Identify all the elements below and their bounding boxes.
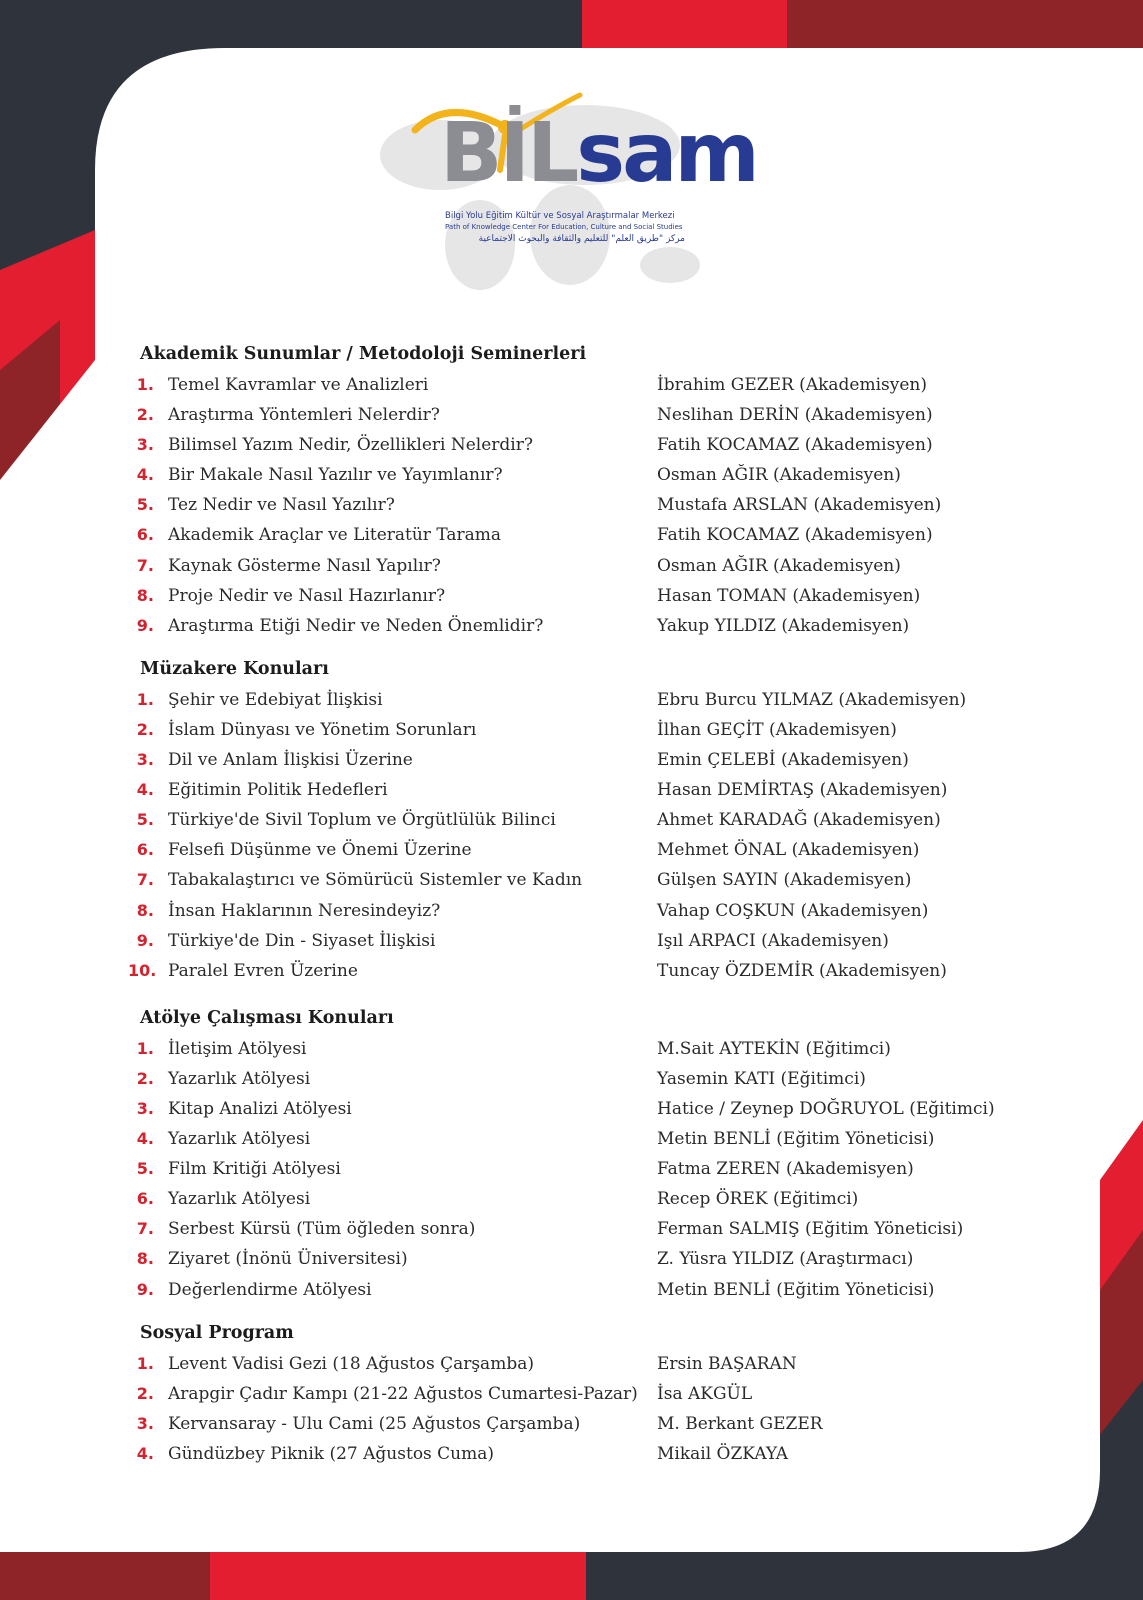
- section-title: Akademik Sunumlar / Metodoloji Seminerleri: [140, 344, 587, 364]
- list-item: [128, 520, 1028, 550]
- list-item: [128, 805, 1028, 835]
- item-person: Ebru Burcu YILMAZ (Akademisyen): [657, 689, 967, 710]
- list-item: [128, 430, 1028, 460]
- item-person: Osman AĞIR (Akademisyen): [657, 465, 901, 486]
- item-topic: Gündüzbey Piknik (27 Ağustos Cuma): [168, 1443, 495, 1464]
- item-topic: Eğitimin Politik Hedefleri: [168, 780, 388, 801]
- logo-subtitle-ar: مركز "طريق العلم" للتعليم والثقافة والبحوث الاجتماعية: [478, 234, 685, 244]
- item-topic: Araştırma Yöntemleri Nelerdir?: [168, 405, 440, 426]
- item-person: Mehmet ÖNAL (Akademisyen): [657, 840, 920, 861]
- item-topic: Türkiye'de Din - Siyaset İlişkisi: [168, 930, 436, 951]
- item-person: Yasemin KATI (Eğitimci): [657, 1068, 866, 1089]
- item-number: 1.: [136, 1038, 154, 1058]
- item-topic: Dil ve Anlam İlişkisi Üzerine: [168, 750, 413, 771]
- item-person: Mikail ÖZKAYA: [657, 1443, 789, 1464]
- item-number: 5.: [136, 810, 154, 830]
- item-person: Z. Yüsra YILDIZ (Araştırmacı): [657, 1249, 914, 1270]
- item-person: İsa AKGÜL: [657, 1383, 753, 1404]
- item-person: İbrahim GEZER (Akademisyen): [657, 375, 927, 395]
- bilsam-logo: [330, 75, 757, 325]
- item-number: 2.: [136, 1383, 154, 1403]
- list-item: [128, 551, 1028, 581]
- list-item: [128, 1439, 1028, 1469]
- item-person: Recep ÖREK (Eğitimci): [657, 1189, 859, 1210]
- item-number: 7.: [136, 1219, 154, 1239]
- item-number: 2.: [136, 405, 154, 425]
- list-item: [128, 956, 1028, 986]
- item-number: 8.: [136, 1249, 154, 1269]
- list-item: [128, 490, 1028, 520]
- item-number: 4.: [136, 1129, 154, 1149]
- item-topic: Film Kritiği Atölyesi: [168, 1159, 341, 1180]
- section-academic-presentations: [128, 338, 1028, 641]
- item-number: 6.: [136, 840, 154, 860]
- list-item: [128, 370, 1028, 400]
- item-topic: Şehir ve Edebiyat İlişkisi: [168, 689, 383, 710]
- item-topic: Türkiye'de Sivil Toplum ve Örgütlülük Bilinci: [168, 810, 556, 831]
- item-person: Işıl ARPACI (Akademisyen): [657, 930, 889, 951]
- item-person: M.Sait AYTEKİN (Eğitimci): [657, 1038, 891, 1059]
- item-topic: İslam Dünyası ve Yönetim Sorunları: [168, 719, 477, 740]
- item-number: 1.: [136, 375, 154, 394]
- item-number: 1.: [136, 689, 154, 709]
- item-number: 6.: [136, 525, 154, 545]
- item-topic: İletişim Atölyesi: [168, 1038, 307, 1059]
- item-person: M. Berkant GEZER: [657, 1413, 823, 1434]
- item-number: 9.: [136, 930, 154, 950]
- item-person: Ersin BAŞARAN: [657, 1353, 797, 1374]
- list-item: [128, 1184, 1028, 1214]
- list-item: [128, 685, 1028, 715]
- item-person: Fatih KOCAMAZ (Akademisyen): [657, 435, 933, 456]
- list-item: [128, 1034, 1028, 1064]
- item-topic: Bilimsel Yazım Nedir, Özellikleri Nelerdir?: [168, 435, 533, 456]
- item-number: 9.: [136, 1279, 154, 1299]
- item-person: Metin BENLİ (Eğitim Yöneticisi): [657, 1129, 935, 1150]
- item-topic: Felsefi Düşünme ve Önemi Üzerine: [168, 840, 472, 861]
- item-topic: Değerlendirme Atölyesi: [168, 1279, 372, 1300]
- item-number: 5.: [136, 495, 154, 515]
- item-number: 8.: [136, 585, 154, 605]
- list-item: [128, 1244, 1028, 1274]
- logo-subtitle-tr: Bilgi Yolu Eğitim Kültür ve Sosyal Araştırmalar Merkezi: [445, 211, 675, 221]
- list-item: [128, 1154, 1028, 1184]
- item-person: Osman AĞIR (Akademisyen): [657, 555, 901, 576]
- item-topic: Kitap Analizi Atölyesi: [168, 1098, 352, 1119]
- list-item: [128, 611, 1028, 641]
- item-person: Ahmet KARADAĞ (Akademisyen): [657, 810, 941, 831]
- item-topic: Levent Vadisi Gezi (18 Ağustos Çarşamba): [168, 1353, 534, 1374]
- item-number: 3.: [136, 750, 154, 770]
- list-item: [128, 865, 1028, 895]
- item-person: İlhan GEÇİT (Akademisyen): [657, 719, 897, 740]
- item-number: 10.: [128, 960, 157, 980]
- item-topic: İnsan Haklarının Neresindeyiz?: [168, 900, 441, 921]
- item-topic: Yazarlık Atölyesi: [168, 1189, 311, 1210]
- item-topic: Tabakalaştırıcı ve Sömürücü Sistemler ve Kadın: [168, 870, 583, 891]
- item-topic: Paralel Evren Üzerine: [168, 960, 358, 981]
- item-topic: Tez Nedir ve Nasıl Yazılır?: [168, 495, 395, 516]
- item-person: Hasan DEMİRTAŞ (Akademisyen): [657, 780, 948, 801]
- list-item: [128, 835, 1028, 865]
- item-person: Fatih KOCAMAZ (Akademisyen): [657, 525, 933, 546]
- item-number: 7.: [136, 870, 154, 890]
- item-topic: Araştırma Etiği Nedir ve Neden Önemlidir?: [168, 615, 544, 636]
- item-number: 2.: [136, 1068, 154, 1088]
- item-number: 8.: [136, 900, 154, 920]
- list-item: [128, 1124, 1028, 1154]
- section-title: Atölye Çalışması Konuları: [140, 1007, 394, 1028]
- item-person: Yakup YILDIZ (Akademisyen): [657, 615, 910, 636]
- list-item: [128, 1275, 1028, 1305]
- item-person: Hasan TOMAN (Akademisyen): [657, 585, 921, 606]
- item-number: 7.: [136, 555, 154, 575]
- item-topic: Temel Kavramlar ve Analizleri: [168, 375, 429, 395]
- item-person: Vahap COŞKUN (Akademisyen): [657, 900, 929, 921]
- item-topic: Ziyaret (İnönü Üniversitesi): [168, 1249, 408, 1270]
- item-person: Ferman SALMIŞ (Eğitim Yöneticisi): [657, 1219, 964, 1240]
- item-topic: Akademik Araçlar ve Literatür Tarama: [168, 525, 502, 546]
- item-person: Neslihan DERİN (Akademisyen): [657, 405, 933, 426]
- section-title: Sosyal Program: [140, 1322, 294, 1343]
- item-number: 3.: [136, 435, 154, 455]
- list-item: [128, 460, 1028, 490]
- list-item: [128, 896, 1028, 926]
- item-person: Gülşen SAYIN (Akademisyen): [657, 870, 912, 891]
- logo-wordmark: BİLsam: [440, 106, 757, 201]
- item-topic: Yazarlık Atölyesi: [168, 1129, 311, 1150]
- program-content: [128, 338, 1028, 1469]
- item-number: 9.: [136, 615, 154, 635]
- section-social-program: [128, 1317, 1028, 1469]
- section-workshop-topics: [128, 1002, 1028, 1305]
- item-number: 1.: [136, 1353, 154, 1373]
- item-person: Fatma ZEREN (Akademisyen): [657, 1159, 914, 1180]
- item-person: Metin BENLİ (Eğitim Yöneticisi): [657, 1279, 935, 1300]
- list-item: [128, 1064, 1028, 1094]
- item-person: Mustafa ARSLAN (Akademisyen): [657, 495, 942, 516]
- item-topic: Kaynak Gösterme Nasıl Yapılır?: [168, 555, 441, 576]
- item-person: Emin ÇELEBİ (Akademisyen): [657, 750, 909, 771]
- list-item: [128, 400, 1028, 430]
- list-item: [128, 1214, 1028, 1244]
- item-number: 2.: [136, 719, 154, 739]
- item-number: 4.: [136, 1443, 154, 1463]
- list-item: [128, 745, 1028, 775]
- item-number: 4.: [136, 780, 154, 800]
- item-topic: Kervansaray - Ulu Cami (25 Ağustos Çarşamba): [168, 1413, 581, 1434]
- list-item: [128, 926, 1028, 956]
- item-number: 6.: [136, 1189, 154, 1209]
- list-item: [128, 581, 1028, 611]
- item-topic: Bir Makale Nasıl Yazılır ve Yayımlanır?: [168, 465, 503, 486]
- list-item: [128, 715, 1028, 745]
- section-title: Müzakere Konuları: [140, 658, 329, 679]
- item-topic: Proje Nedir ve Nasıl Hazırlanır?: [168, 585, 446, 606]
- list-item: [128, 1094, 1028, 1124]
- list-item: [128, 1409, 1028, 1439]
- section-discussion-topics: [128, 653, 1028, 986]
- list-item: [128, 1349, 1028, 1379]
- item-number: 4.: [136, 465, 154, 485]
- item-person: Hatice / Zeynep DOĞRUYOL (Eğitimci): [657, 1098, 995, 1119]
- logo-subtitle-en: Path of Knowledge Center For Education, Culture and Social Studies: [445, 223, 683, 231]
- item-number: 5.: [136, 1159, 154, 1179]
- item-topic: Serbest Kürsü (Tüm öğleden sonra): [168, 1219, 476, 1240]
- item-number: 3.: [136, 1413, 154, 1433]
- list-item: [128, 775, 1028, 805]
- item-topic: Arapgir Çadır Kampı (21-22 Ağustos Cumartesi-Pazar): [168, 1383, 638, 1404]
- item-person: Tuncay ÖZDEMİR (Akademisyen): [657, 960, 947, 981]
- item-topic: Yazarlık Atölyesi: [168, 1068, 311, 1089]
- item-number: 3.: [136, 1098, 154, 1118]
- list-item: [128, 1379, 1028, 1409]
